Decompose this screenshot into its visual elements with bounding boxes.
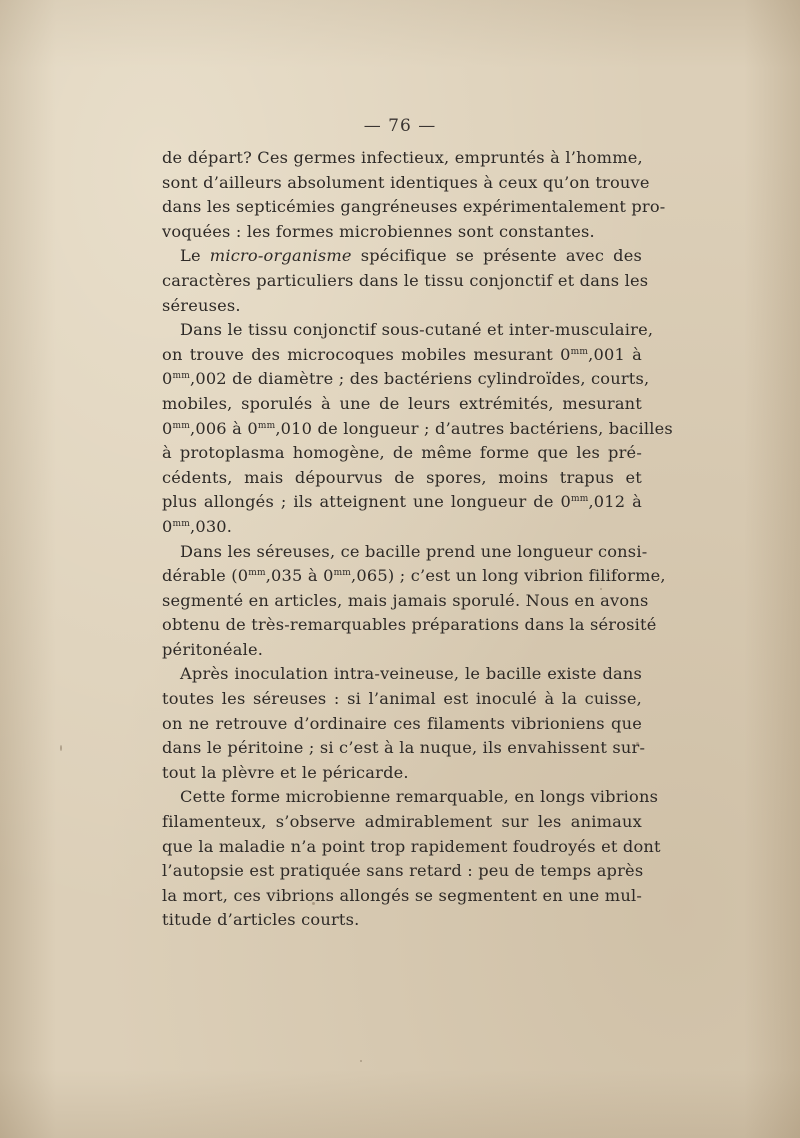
paper-speck	[360, 1060, 362, 1062]
text-line: $0^{mm},006$ à $0^{mm},010$ de longueur ; d’autres bactériens, bacilles	[162, 418, 673, 438]
text-line: voquées : les formes microbiennes sont constantes.	[162, 221, 595, 241]
text-line: segmenté en articles, mais jamais sporulé. Nous en avons	[162, 590, 649, 610]
text-line: Cette forme microbienne remarquable, en longs vibrions	[180, 787, 659, 807]
text-line: sont d’ailleurs absolument identiques à ceux qu’on trouve	[162, 172, 650, 192]
unit-superscript: mm	[570, 346, 589, 357]
text-line: séreuses.	[162, 295, 241, 315]
paragraph	[162, 318, 673, 539]
text-line: dérable ($0^{mm},035$ à $0^{mm},065$) ; c’est un long vibrion filiforme,	[162, 566, 666, 586]
text-line: Le micro-organisme spécifique se présente avec des	[180, 246, 642, 266]
unit-superscript: mm	[248, 568, 266, 579]
paper-speck	[636, 742, 639, 745]
paper-speck	[600, 588, 602, 590]
unit-superscript: mm	[172, 518, 190, 529]
text-line: cédents, mais dépourvus de spores, moins trapus et	[162, 467, 642, 487]
text-line: toutes les séreuses : si l’animal est inoculé à la cuisse,	[162, 689, 642, 709]
text-line: mobiles, sporulés à une de leurs extrémités, mesurant	[162, 393, 642, 413]
paragraph	[162, 785, 661, 933]
body-text	[162, 146, 673, 933]
text-line: $0^{mm},030$.	[162, 516, 233, 536]
text-line: à protoplasma homogène, de même forme que les pré-	[162, 443, 642, 463]
text-line: $0^{mm},002$ de diamètre ; des bactériens cylindroïdes, courts,	[162, 369, 650, 389]
unit-superscript: mm	[257, 420, 276, 431]
text-line: filamenteux, s’observe admirablement sur les animaux	[162, 812, 642, 832]
unit-superscript: mm	[333, 568, 352, 579]
text-line: Dans les séreuses, ce bacille prend une longueur consi-	[180, 541, 648, 561]
paper-speck	[60, 745, 62, 751]
paragraph	[162, 146, 666, 244]
text-line: péritonéale.	[162, 639, 264, 659]
text-line: l’autopsie est pratiquée sans retard : peu de temps après	[162, 861, 644, 881]
page-number: — 76 —	[363, 116, 437, 136]
text-line: Dans le tissu conjonctif sous-cutané et inter-musculaire,	[180, 320, 654, 340]
text-line: dans les septicémies gangréneuses expérimentalement pro-	[162, 197, 666, 217]
text-line: plus allongés ; ils atteignent une longueur de $0^{mm},012$ à	[162, 492, 642, 512]
text-line: de départ? Ces germes infectieux, empruntés à l’homme,	[162, 148, 643, 167]
text-line: tout la plèvre et le péricarde.	[162, 762, 409, 782]
text-line: dans le péritoine ; si c’est à la nuque, ils envahissent sur-	[162, 738, 646, 758]
text-line: on ne retrouve d’ordinaire ces filaments vibrioniens que	[162, 713, 642, 733]
text-line: caractères particuliers dans le tissu conjonctif et dans les	[162, 270, 649, 290]
text-line: on trouve des microcoques mobiles mesurant $0^{mm},001$ à	[162, 344, 642, 364]
italic-term: micro-organisme	[209, 246, 352, 266]
text-line: la mort, ces vibrions allongés se segmentent en une mul-	[162, 885, 642, 905]
unit-superscript: mm	[172, 420, 190, 431]
paragraph	[162, 540, 666, 663]
text-line: Après inoculation intra-veineuse, le bacille existe dans	[180, 664, 642, 684]
text-line: que la maladie n’a point trop rapidement foudroyés et dont	[162, 836, 661, 856]
unit-superscript: mm	[172, 371, 190, 382]
paper-speck	[312, 902, 315, 905]
unit-superscript: mm	[570, 494, 589, 505]
paragraph	[162, 662, 646, 785]
text-line: titude d’articles courts.	[162, 910, 360, 930]
paragraph	[162, 244, 649, 318]
text-line: obtenu de très-remarquables préparations dans la sérosité	[162, 615, 657, 635]
